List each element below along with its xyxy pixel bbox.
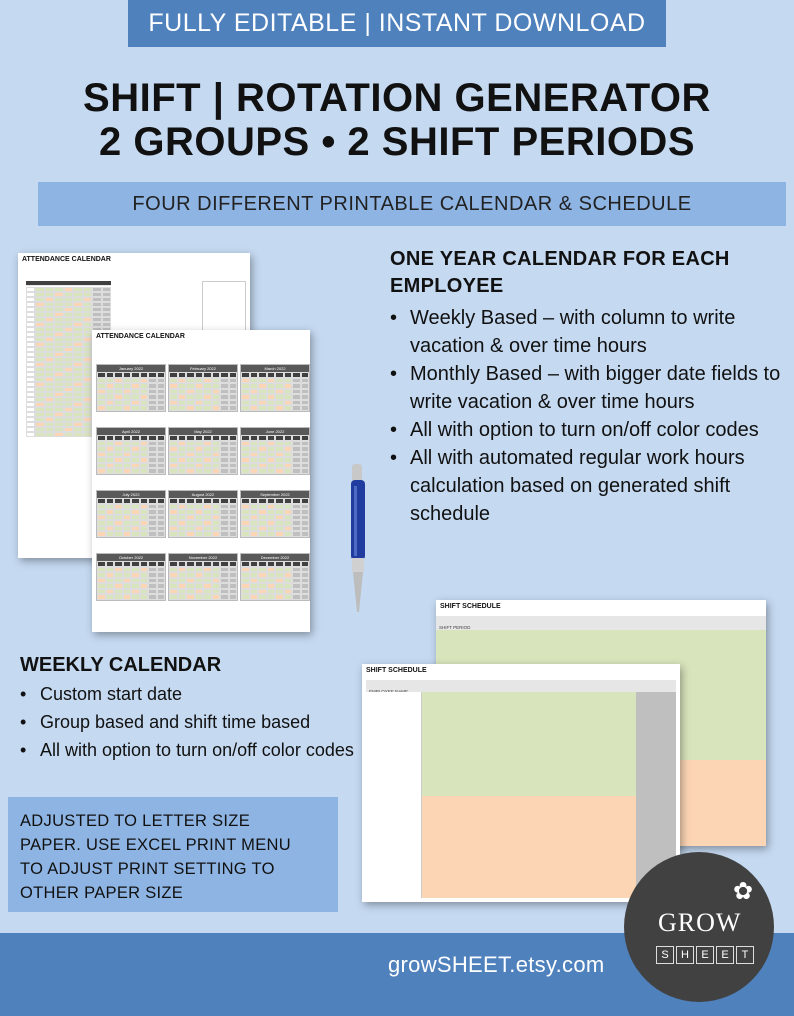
day-cell: [140, 531, 149, 537]
day-cell: [258, 405, 267, 411]
day-cell: [178, 531, 187, 537]
month-name: August 2022: [169, 491, 237, 498]
day-cell: [140, 468, 149, 474]
month-name: December 2022: [241, 554, 309, 561]
day-cell: [114, 468, 123, 474]
day-cell: [148, 405, 157, 411]
yearly-features: [390, 246, 790, 528]
month-calendar: [240, 427, 310, 475]
day-cell: [229, 468, 238, 474]
weekly-bullet: • Custom start date: [20, 680, 450, 708]
day-cell: [275, 594, 284, 600]
day-cell: [241, 531, 250, 537]
letter-note-line2: PAPER. USE EXCEL PRINT MENU: [20, 836, 291, 854]
day-cell: [250, 531, 259, 537]
month-calendar: [96, 490, 166, 538]
group-b-block: [422, 796, 636, 898]
day-cell: [212, 594, 221, 600]
day-cell: [212, 531, 221, 537]
day-cell: [250, 405, 259, 411]
day-cell: [292, 468, 301, 474]
day-cell: [301, 594, 310, 600]
day-cell: [229, 594, 238, 600]
day-cell: [157, 405, 166, 411]
day-cell: [267, 468, 276, 474]
attendance-title: ATTENDANCE CALENDAR: [22, 256, 111, 263]
day-cell: [267, 531, 276, 537]
schedule-title-back: SHIFT SCHEDULE: [440, 603, 501, 610]
pen-illustration: [346, 462, 376, 622]
logo-letter: H: [676, 946, 694, 964]
day-cell: [267, 594, 276, 600]
day-cell: [212, 405, 221, 411]
letter-note-line1: ADJUSTED TO LETTER SIZE: [20, 812, 250, 830]
letter-size-note: [8, 797, 338, 912]
day-cell: [97, 468, 106, 474]
month-name: November 2022: [169, 554, 237, 561]
month-calendar: [96, 553, 166, 601]
day-cell: [301, 468, 310, 474]
grid-cell: [73, 432, 82, 437]
headline-line1: SHIFT | ROTATION GENERATOR: [83, 76, 711, 120]
day-cell: [284, 405, 293, 411]
day-cell: [203, 468, 212, 474]
month-name: May 2022: [169, 428, 237, 435]
yearly-bullet: • All with automated regular work hours calculation based on generated shift schedule: [390, 444, 790, 528]
letter-note-line4: OTHER PAPER SIZE: [20, 884, 184, 902]
day-cell: [186, 531, 195, 537]
day-cell: [123, 594, 132, 600]
grid-cell: [35, 432, 44, 437]
day-cell: [267, 405, 276, 411]
top-banner: [128, 0, 666, 47]
day-cell: [178, 405, 187, 411]
month-name: July 2022: [97, 491, 165, 498]
day-cell: [250, 468, 259, 474]
day-cell: [258, 468, 267, 474]
day-cell: [203, 594, 212, 600]
month-calendar: [96, 427, 166, 475]
day-cell: [106, 594, 115, 600]
subbanner-text: FOUR DIFFERENT PRINTABLE CALENDAR & SCHEDULE: [132, 192, 692, 215]
logo-sheet-letters: [656, 946, 754, 964]
month-name: April 2022: [97, 428, 165, 435]
month-calendar: [240, 364, 310, 412]
month-name: February 2022: [169, 365, 237, 372]
day-cell: [123, 405, 132, 411]
day-cell: [97, 594, 106, 600]
weekly-bullet: • All with option to turn on/off color codes: [20, 736, 450, 764]
day-cell: [97, 531, 106, 537]
day-cell: [275, 531, 284, 537]
day-cell: [186, 405, 195, 411]
yearly-bullet: • All with option to turn on/off color codes: [390, 416, 790, 444]
green-block-right: [676, 630, 766, 760]
month-calendar: [96, 364, 166, 412]
weekly-features: [20, 652, 450, 764]
month-name: September 2022: [241, 491, 309, 498]
day-cell: [169, 531, 178, 537]
day-cell: [241, 468, 250, 474]
day-cell: [203, 531, 212, 537]
day-cell: [301, 531, 310, 537]
day-cell: [195, 531, 204, 537]
grid-cell: [83, 432, 92, 437]
day-cell: [157, 594, 166, 600]
day-cell: [284, 531, 293, 537]
day-cell: [258, 531, 267, 537]
day-cell: [186, 594, 195, 600]
day-cell: [123, 468, 132, 474]
day-cell: [220, 468, 229, 474]
yearly-heading-line2: EMPLOYEE: [390, 275, 504, 297]
schedule-header-back: [436, 616, 766, 630]
day-cell: [195, 594, 204, 600]
day-cell: [97, 405, 106, 411]
day-cell: [220, 531, 229, 537]
day-cell: [220, 594, 229, 600]
day-cell: [148, 468, 157, 474]
day-cell: [258, 594, 267, 600]
day-cell: [195, 468, 204, 474]
group-a-block: [422, 692, 636, 796]
day-cell: [169, 594, 178, 600]
day-cell: [229, 405, 238, 411]
yearly-heading-line1: ONE YEAR CALENDAR FOR EACH: [390, 248, 730, 270]
day-cell: [123, 531, 132, 537]
logo-letter: T: [736, 946, 754, 964]
attendance-monthly-title: ATTENDANCE CALENDAR: [96, 333, 185, 340]
day-cell: [250, 594, 259, 600]
day-cell: [186, 468, 195, 474]
day-cell: [131, 468, 140, 474]
day-cell: [178, 594, 187, 600]
month-name: March 2022: [241, 365, 309, 372]
attendance-calendar-monthly-sheet: [92, 330, 310, 632]
day-cell: [140, 594, 149, 600]
subbanner: [38, 182, 786, 226]
day-cell: [241, 594, 250, 600]
day-cell: [284, 594, 293, 600]
month-calendar: [168, 364, 238, 412]
day-cell: [292, 405, 301, 411]
day-cell: [301, 405, 310, 411]
weekly-bullet: • Group based and shift time based: [20, 708, 450, 736]
weekly-heading: WEEKLY CALENDAR: [20, 654, 222, 676]
grid-cell: [26, 432, 35, 437]
day-cell: [140, 405, 149, 411]
day-cell: [203, 405, 212, 411]
day-cell: [275, 468, 284, 474]
yearly-bullet: • Weekly Based – with column to write vacation & over time hours: [390, 304, 790, 360]
day-cell: [114, 405, 123, 411]
logo-letter: S: [656, 946, 674, 964]
month-name: June 2022: [241, 428, 309, 435]
day-cell: [195, 405, 204, 411]
grid-cell: [45, 432, 54, 437]
orange-block-right: [676, 760, 766, 846]
month-calendar: [168, 490, 238, 538]
month-name: October 2022: [97, 554, 165, 561]
day-cell: [292, 594, 301, 600]
day-cell: [148, 594, 157, 600]
day-cell: [131, 531, 140, 537]
logo-letter: E: [696, 946, 714, 964]
day-cell: [212, 468, 221, 474]
day-cell: [169, 468, 178, 474]
day-cell: [169, 405, 178, 411]
month-calendar: [240, 553, 310, 601]
week-header: [26, 281, 111, 286]
day-cell: [275, 405, 284, 411]
grid-cell: [64, 432, 73, 437]
day-cell: [229, 531, 238, 537]
day-cell: [106, 405, 115, 411]
day-cell: [157, 468, 166, 474]
month-calendar: [240, 490, 310, 538]
flower-icon: ✿: [733, 878, 754, 905]
day-cell: [106, 531, 115, 537]
day-cell: [157, 531, 166, 537]
day-cell: [220, 405, 229, 411]
logo-grow-text: GROW: [658, 908, 742, 937]
day-cell: [131, 405, 140, 411]
shift-period-header: SHIFT PERIOD: [439, 625, 471, 630]
day-cell: [178, 468, 187, 474]
day-cell: [106, 468, 115, 474]
day-cell: [114, 531, 123, 537]
month-calendar: [168, 553, 238, 601]
footer-url[interactable]: growSHEET.etsy.com: [388, 952, 605, 977]
day-cell: [292, 531, 301, 537]
month-name: January 2022: [97, 365, 165, 372]
day-cell: [284, 468, 293, 474]
yearly-bullet: • Monthly Based – with bigger date fields to write vacation & over time hours: [390, 360, 790, 416]
headline-line2: 2 GROUPS • 2 SHIFT PERIODS: [98, 120, 695, 164]
top-banner-text: FULLY EDITABLE | INSTANT DOWNLOAD: [148, 9, 646, 37]
schedule-title-front: SHIFT SCHEDULE: [366, 667, 427, 674]
grid-cell: [54, 432, 63, 437]
headline: [0, 76, 794, 164]
day-cell: [131, 594, 140, 600]
letter-note-line3: TO ADJUST PRINT SETTING TO: [20, 860, 275, 878]
logo-letter: E: [716, 946, 734, 964]
month-calendar: [168, 427, 238, 475]
day-cell: [241, 405, 250, 411]
day-cell: [114, 594, 123, 600]
day-cell: [148, 531, 157, 537]
yearly-heading: [390, 246, 790, 300]
